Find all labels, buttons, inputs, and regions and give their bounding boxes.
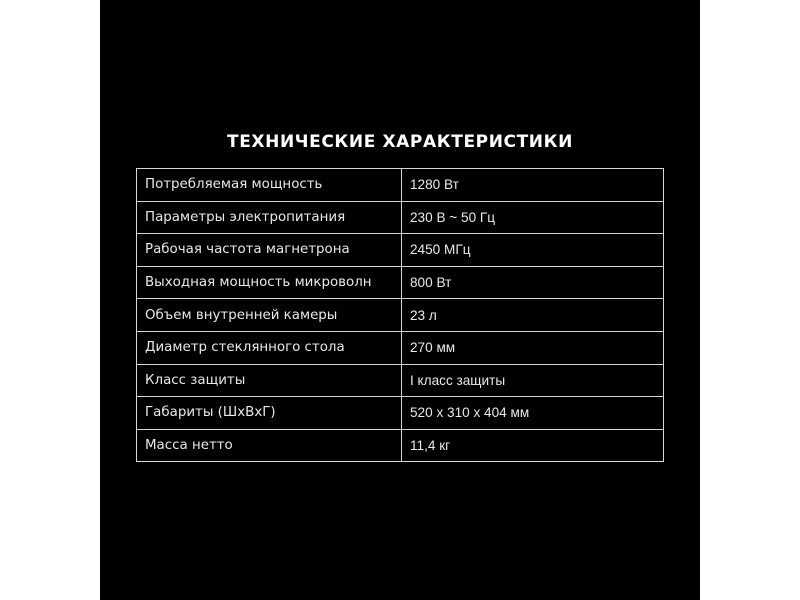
table-row xyxy=(137,234,664,267)
spec-param-cell: Потребляемая мощность xyxy=(137,169,402,202)
spec-param-cell: Выходная мощность микроволн xyxy=(137,266,402,299)
spec-param-cell: Класс защиты xyxy=(137,364,402,397)
spec-param-cell: Диаметр стеклянного стола xyxy=(137,331,402,364)
spec-param-cell: Габариты (ШхВхГ) xyxy=(137,397,402,430)
spec-value-cell: 520 х 310 х 404 мм xyxy=(402,397,664,430)
spec-value-cell: 2450 МГц xyxy=(402,234,664,267)
spec-value-cell: 800 Вт xyxy=(402,266,664,299)
page-title: ТЕХНИЧЕСКИЕ ХАРАКТЕРИСТИКИ xyxy=(227,132,573,152)
table-row xyxy=(137,169,664,202)
table-row xyxy=(137,364,664,397)
table-row xyxy=(137,429,664,462)
table-row xyxy=(137,201,664,234)
spec-value-cell: 270 мм xyxy=(402,331,664,364)
spec-param-cell: Рабочая частота магнетрона xyxy=(137,234,402,267)
table-row xyxy=(137,331,664,364)
spec-param-cell: Масса нетто xyxy=(137,429,402,462)
spec-value-cell: 23 л xyxy=(402,299,664,332)
spec-value-cell: 1280 Вт xyxy=(402,169,664,202)
spec-value-cell: 230 В ~ 50 Гц xyxy=(402,201,664,234)
table-row xyxy=(137,299,664,332)
spec-value-cell: 11,4 кг xyxy=(402,429,664,462)
spec-param-cell: Объем внутренней камеры xyxy=(137,299,402,332)
spec-table xyxy=(136,168,664,462)
spec-value-cell: I класс защиты xyxy=(402,364,664,397)
spec-param-cell: Параметры электропитания xyxy=(137,201,402,234)
table-row xyxy=(137,266,664,299)
table-row xyxy=(137,397,664,430)
spec-table-body xyxy=(137,169,664,462)
